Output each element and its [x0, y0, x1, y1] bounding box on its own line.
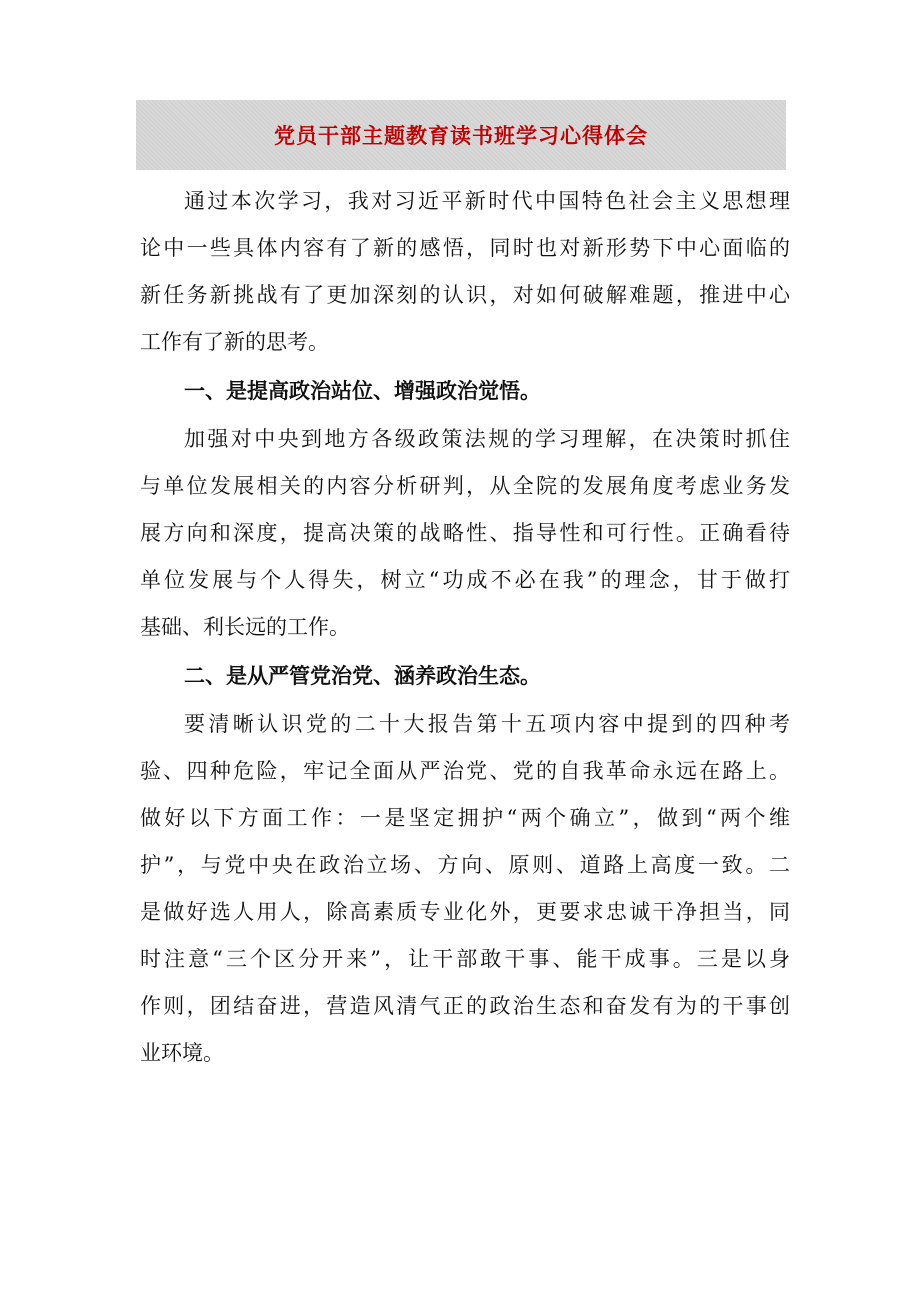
section2-line: 要清晰认识党的二十大报告第十五项内容中提到的四种考: [184, 712, 790, 736]
intro-line: 通过本次学习，我对习近平新时代中国特色社会主义思想理: [184, 189, 790, 213]
section2-line: 业环境。: [140, 1041, 224, 1065]
section1-line: 与单位发展相关的内容分析研判，从全院的发展角度考虑业务发: [140, 474, 790, 498]
title-banner: [136, 100, 786, 170]
section2-line: 时注意“三个区分开来”，让干部敢干事、能干成事。三是以身: [140, 947, 790, 971]
section1-line: 加强对中央到地方各级政策法规的学习理解，在决策时抓住: [184, 427, 790, 451]
document-body: [140, 178, 790, 1077]
section-heading-1: 一、是提高政治站位、增强政治觉悟。: [184, 378, 541, 403]
intro-line: 论中一些具体内容有了新的感悟，同时也对新形势下中心面临的: [140, 236, 790, 260]
section2-line: 护”，与党中央在政治立场、方向、原则、道路上高度一致。二: [140, 853, 790, 877]
section2-line: 是做好选人用人，除高素质专业化外，更要求忠诚干净担当，同: [140, 900, 790, 924]
intro-line: 工作有了新的思考。: [140, 330, 329, 354]
section1-line: 基础、利长远的工作。: [140, 615, 350, 639]
document-title: 党员干部主题教育读书班学习心得体会: [274, 123, 648, 148]
section2-line: 作则，团结奋进，营造风清气正的政治生态和奋发有为的干事创: [140, 994, 790, 1018]
section1-line: 展方向和深度，提高决策的战略性、指导性和可行性。正确看待: [140, 521, 790, 545]
section1-line: 单位发展与个人得失，树立“功成不必在我”的理念，甘于做打: [140, 568, 790, 592]
intro-line: 新任务新挑战有了更加深刻的认识，对如何破解难题，推进中心: [140, 283, 790, 307]
section2-line: 验、四种危险，牢记全面从严治党、党的自我革命永远在路上。: [140, 759, 790, 783]
section-heading-2: 二、是从严管党治党、涵养政治生态。: [184, 663, 541, 688]
section2-line: 做好以下方面工作：一是坚定拥护“两个确立”，做到“两个维: [140, 806, 790, 830]
